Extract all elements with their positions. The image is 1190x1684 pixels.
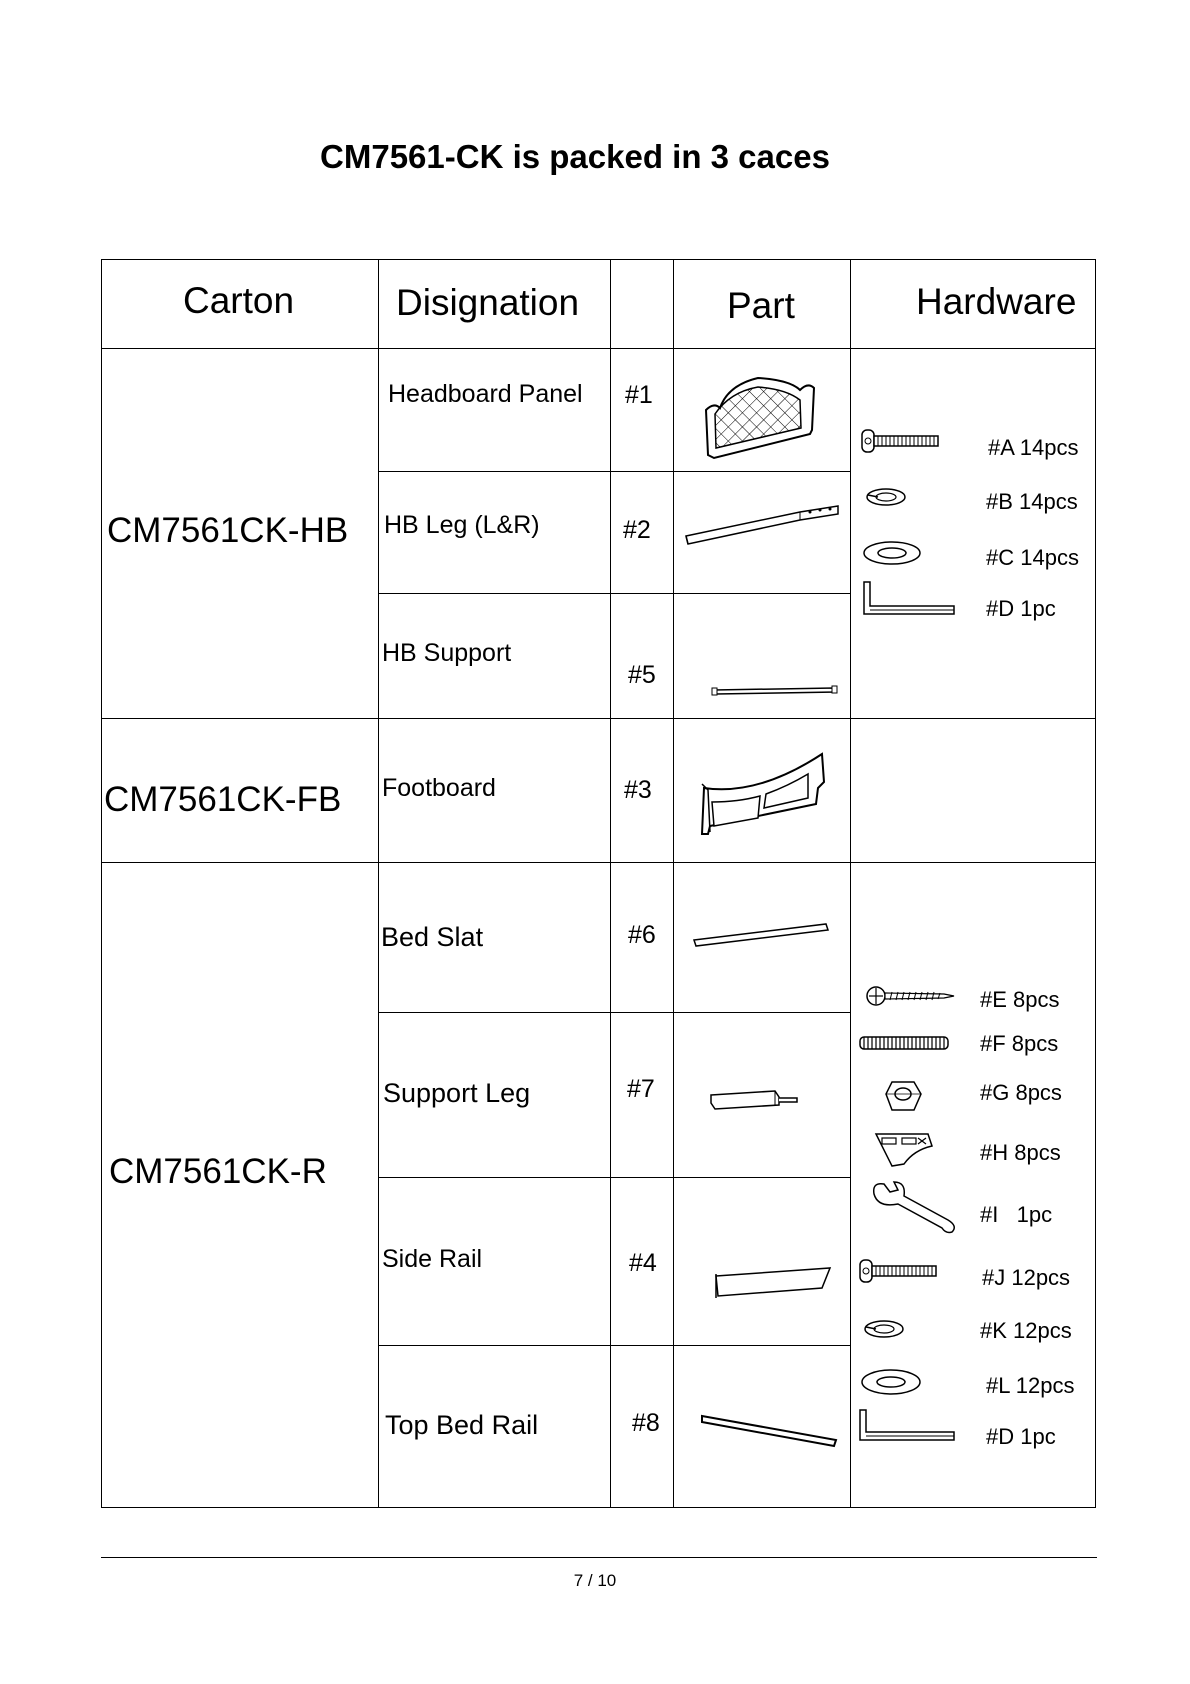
bed-slat-icon <box>692 918 832 948</box>
page-number: 7 / 10 <box>573 1571 617 1590</box>
header-part: Part <box>727 285 795 326</box>
flat-washer-icon <box>862 540 924 566</box>
hardware-label: #C 14pcs <box>986 545 1079 570</box>
column-divider <box>850 259 851 1508</box>
allen-key-icon <box>858 1408 958 1444</box>
part-number: #2 <box>623 516 651 544</box>
page-title: CM7561-CK is packed in 3 caces <box>320 138 830 175</box>
top-bed-rail-icon <box>700 1410 840 1450</box>
hardware-label: #F 8pcs <box>980 1031 1059 1056</box>
part-number: #3 <box>624 776 652 804</box>
hardware-label: #D 1pc <box>986 596 1056 621</box>
part-number: #6 <box>628 921 656 949</box>
bolt-icon <box>860 428 940 456</box>
table-border-right <box>1095 259 1096 1508</box>
lock-washer-icon <box>862 1318 910 1340</box>
carton-name: CM7561CK-HB <box>107 511 349 550</box>
hardware-label: #B 14pcs <box>986 489 1078 514</box>
designation-label: Top Bed Rail <box>385 1410 539 1440</box>
carton-name: CM7561CK-FB <box>104 780 342 819</box>
header-designation: Disignation <box>396 282 580 323</box>
hex-nut-icon <box>884 1078 924 1114</box>
part-number: #4 <box>629 1249 657 1277</box>
header-carton: Carton <box>183 280 295 321</box>
hardware-label: #I 1pc <box>980 1202 1053 1227</box>
designation-label: HB Leg (L&R) <box>384 511 540 539</box>
table-border-top <box>101 259 1096 260</box>
footboard-icon <box>698 748 828 838</box>
hb-leg-icon <box>682 500 842 550</box>
flat-washer-icon <box>860 1368 924 1396</box>
footer-rule <box>101 1557 1097 1558</box>
wood-screw-icon <box>866 984 956 1008</box>
side-rail-icon <box>712 1262 834 1302</box>
part-number: #7 <box>627 1075 655 1103</box>
headboard-panel-icon <box>700 370 820 460</box>
hardware-label: #D 1pc <box>986 1424 1056 1449</box>
header-hardware: Hardware <box>916 281 1077 322</box>
allen-key-icon <box>862 580 958 618</box>
column-divider <box>610 259 611 1508</box>
row-divider <box>378 1345 851 1346</box>
row-divider <box>101 718 1096 719</box>
hardware-label: #L 12pcs <box>986 1373 1075 1398</box>
hardware-label: #H 8pcs <box>980 1140 1061 1165</box>
hb-support-icon <box>710 680 840 700</box>
designation-label: Footboard <box>382 774 496 802</box>
table-border-bottom <box>101 1507 1096 1508</box>
row-divider <box>101 862 1096 863</box>
row-divider <box>378 471 851 472</box>
hardware-label: #E 8pcs <box>980 987 1060 1012</box>
part-number: #5 <box>628 661 656 689</box>
hardware-label: #A 14pcs <box>988 435 1079 460</box>
bolt-icon <box>858 1258 938 1286</box>
part-number: #1 <box>625 381 653 409</box>
row-divider <box>378 1012 851 1013</box>
designation-label: HB Support <box>382 639 512 667</box>
threaded-rod-icon <box>858 1034 950 1052</box>
designation-label: Support Leg <box>383 1078 531 1108</box>
bracket-icon <box>874 1130 936 1170</box>
column-divider <box>673 259 674 1508</box>
hardware-label: #J 12pcs <box>982 1265 1071 1290</box>
support-leg-icon <box>705 1085 805 1113</box>
designation-label: Side Rail <box>382 1245 483 1273</box>
row-divider <box>378 593 851 594</box>
row-divider <box>378 1177 851 1178</box>
lock-washer-icon <box>864 486 912 508</box>
column-divider <box>378 259 379 1508</box>
hardware-label: #G 8pcs <box>980 1080 1062 1105</box>
hardware-label: #K 12pcs <box>980 1318 1072 1343</box>
wrench-icon <box>870 1180 960 1234</box>
designation-label: Headboard Panel <box>388 380 583 408</box>
row-divider <box>101 348 1096 349</box>
table-border-left <box>101 259 102 1508</box>
designation-label: Bed Slat <box>381 922 484 952</box>
carton-name: CM7561CK-R <box>109 1152 327 1191</box>
part-number: #8 <box>632 1409 660 1437</box>
